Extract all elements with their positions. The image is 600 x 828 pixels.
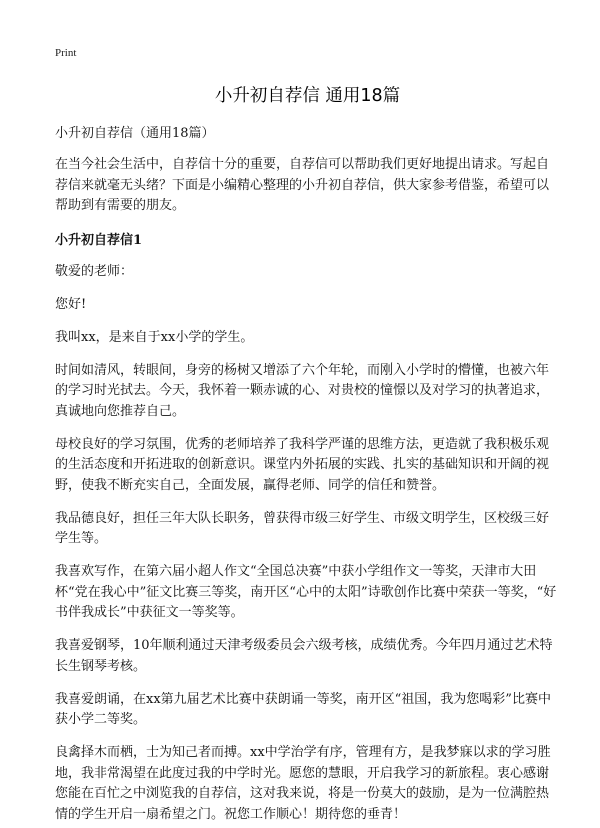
document-title: 小升初自荐信 通用18篇 bbox=[214, 86, 401, 106]
closing-paragraph: 良禽择木而栖，士为知己者而搏。xx中学治学有序，管理有方，是我梦寐以求的学习胜地，我非常渴望在此度过我的中学时光。愿您的慧眼，开启我学习的新旅程。衷心感谢您能在百忙之中浏览我的自荐信，这对我来说，将是一份莫大的鼓励，是为一位满腔热情的学生开启一扇希望之门。祝您工作顺心！期待您的垂青！ bbox=[55, 745, 551, 822]
body-paragraph: 我叫xx，是来自于xx小学的学生。 bbox=[55, 329, 254, 345]
print-link[interactable]: Print bbox=[55, 47, 77, 59]
body-paragraph: 我喜爱钢琴，10年顺利通过天津考级委员会六级考核，成绩优秀。今年四月通过艺术特长生钢琴考核。 bbox=[55, 638, 553, 674]
body-paragraph: 我喜爱朗诵，在xx第九届艺术比赛中获朗诵一等奖，南开区“祖国，我为您喝彩”比赛中获小学二等奖。 bbox=[55, 691, 551, 727]
salutation: 敬爱的老师： bbox=[55, 263, 134, 279]
section-heading: 小升初自荐信1 bbox=[55, 232, 143, 248]
document-subtitle: 小升初自荐信（通用18篇） bbox=[55, 126, 215, 141]
body-paragraph: 我品德良好，担任三年大队长职务，曾获得市级三好学生、市级文明学生，区校级三好学生等。 bbox=[55, 510, 550, 546]
greeting: 您好! bbox=[55, 296, 87, 312]
body-paragraph: 我喜欢写作，在第六届小超人作文“全国总决赛”中获小学组作文一等奖，天津市大田杯“党在我心中”征文比赛三等奖，南开区“心中的太阳”诗歌创作比赛中荣获一等奖，“好书伴我成长”中获征文一等奖等。 bbox=[55, 564, 557, 620]
body-paragraph: 母校良好的学习氛围，优秀的老师培养了我科学严谨的思维方法，更造就了我积极乐观的生活态度和开拓进取的创新意识。课堂内外拓展的实践、扎实的基础知识和开阔的视野，使我不断充实自己，全面发展，赢得老师、同学的信任和赞誉。 bbox=[55, 436, 550, 493]
intro-paragraph: 在当今社会生活中，自荐信十分的重要，自荐信可以帮助我们更好地提出请求。写起自荐信来就毫无头绪？下面是小编精心整理的小升初自荐信，供大家参考借鉴，希望可以帮助到有需要的朋友。 bbox=[55, 157, 550, 213]
body-paragraph: 时间如清风，转眼间，身旁的杨树又增添了六个年轮，而刚入小学时的懵懂，也被六年的学习时光拭去。今天，我怀着一颗赤诚的心、对贵校的憧憬以及对学习的执著追求，真诚地向您推荐自己。 bbox=[55, 362, 550, 419]
